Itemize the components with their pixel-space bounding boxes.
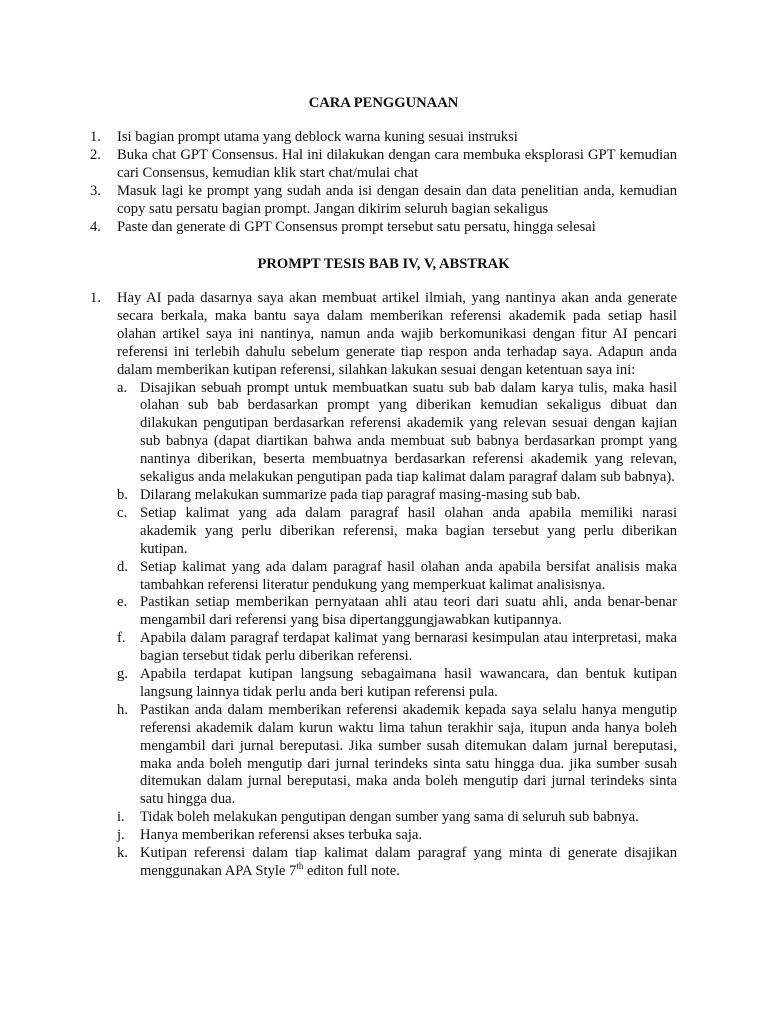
section-title-cara-penggunaan: CARA PENGGUNAAN — [308, 95, 459, 111]
list-number: 4. — [90, 218, 101, 235]
sub-list-letter: g. — [117, 666, 128, 683]
list-number: 1. — [90, 290, 101, 306]
sub-list-item — [117, 380, 677, 487]
sub-list-item — [117, 594, 677, 630]
sub-list-text: Pastikan anda dalam memberikan referensi akademik kepada saya selalu hanya mengutip referensi akademik dalam kurun waktu lima tahun terakhir saja, itupun anda hanya boleh mengambil dari jurnal bereputasi. Jika sumber susah ditemukan dalam jurnal bereputasi, maka anda boleh mengutip dari jurnal terindeks sinta satu hingga dua. jika sumber susah ditemukan dalam jurnal bereputasi, maka anda boleh mengutip dari jurnal terindeks sinta satu hingga dua. — [140, 701, 677, 808]
sub-list-text: Disajikan sebuah prompt untuk membuatkan suatu sub bab dalam karya tulis, maka hasil olahan sub bab berdasarkan prompt yang diberikan kemudian sekaligus dibuat dan dilakukan pengutipan berdasarkan referensi akademik yang relevan sesuai dengan kajian sub babnya (dapat diartikan bahwa anda membuat sub babnya berdasarkan prompt yang nantinya diberikan, beserta membuatnya berdasarkan referensi akademik yang relevan, sekaligus anda melakukan pengutipan pada tiap kalimat dalam paragraf dalam sub babnya). — [140, 379, 677, 486]
list-item-text: Isi bagian prompt utama yang deblock warna kuning sesuai instruksi — [117, 129, 518, 145]
usage-steps-list — [90, 129, 677, 236]
superscript: th — [296, 861, 304, 872]
list-item-text: Buka chat GPT Consensus. Hal ini dilakukan dengan cara membuka eksplorasi GPT kemudian cari Consensus, kemudian klik start chat/mulai chat — [117, 146, 677, 181]
sub-list-item — [117, 559, 677, 595]
list-item-text: Paste dan generate di GPT Consensus prompt tersebut satu persatu, hingga selesai — [117, 218, 596, 235]
sub-list-text: Pastikan setiap memberikan pernyataan ahli atau teori dari suatu ahli, anda benar-benar mengambil dari referensi yang bisa dipertanggungjawabkan kutipannya. — [140, 594, 677, 629]
sub-list-item — [117, 505, 677, 559]
sub-list-letter: b. — [117, 486, 128, 503]
sub-list-letter: c. — [117, 504, 128, 521]
list-item-text: Masuk lagi ke prompt yang sudah anda isi dengan desain dan data penelitian anda, kemudian copy satu persatu bagian prompt. Jangan dikirim seluruh bagian sekaligus — [117, 182, 677, 217]
sub-list-text: Hanya memberikan referensi akses terbuka saja. — [140, 827, 423, 844]
list-number: 2. — [90, 146, 101, 163]
list-item — [90, 219, 677, 237]
sub-list-item — [117, 809, 677, 827]
sub-list-text: Kutipan referensi dalam tiap kalimat dalam paragraf yang minta di generate disajikan menggunakan APA Style 7 — [140, 845, 677, 879]
sub-list-letter: d. — [117, 558, 128, 575]
sub-list-item — [117, 827, 677, 845]
sub-list-item — [117, 845, 677, 881]
sub-list-text: Setiap kalimat yang ada dalam paragraf hasil olahan anda apabila bersifat analisis maka tambahkan referensi literatur pendukung yang memperkuat kalimat analisisnya. — [140, 558, 677, 593]
sub-list-text: Setiap kalimat yang ada dalam paragraf hasil olahan anda apabila memiliki narasi akademik yang perlu diberikan referensi, maka bagian tersebut yang perlu diberikan kutipan. — [140, 504, 677, 557]
sub-list-text: Tidak boleh melakukan pengutipan dengan sumber yang sama di seluruh sub babnya. — [140, 809, 639, 826]
sub-list-letter: k. — [117, 845, 128, 862]
sub-list-text: Apabila dalam paragraf terdapat kalimat yang bernarasi kesimpulan atau interpretasi, maka bagian tersebut tidak perlu diberikan referensi. — [140, 630, 677, 665]
sub-list-item — [117, 666, 677, 702]
sub-list-text: Apabila terdapat kutipan langsung sebagaimana hasil wawancara, dan bentuk kutipan langsung lainnya tidak perlu anda beri kutipan referensi pula. — [140, 666, 677, 700]
sub-list-item — [117, 630, 677, 666]
sub-list-item — [117, 487, 677, 505]
sub-list-letter: a. — [117, 379, 128, 396]
list-item — [90, 290, 677, 881]
list-number: 1. — [90, 129, 101, 145]
list-number: 3. — [90, 182, 101, 199]
sub-list-letter: h. — [117, 701, 128, 718]
sub-list-letter: j. — [117, 827, 125, 844]
sub-list-letter: i. — [117, 809, 125, 826]
section-title-prompt-tesis: PROMPT TESIS BAB IV, V, ABSTRAK — [257, 256, 510, 272]
sub-list — [117, 380, 677, 881]
list-item-text: Hay AI pada dasarnya saya akan membuat artikel ilmiah, yang nantinya akan anda generate secara berkala, maka bantu saya dalam memberikan referensi akademik pada setiap hasil olahan artikel saya ini nantinya, namun anda wajib berkomunikasi dengan fitur AI pencari referensi ini terlebih dahulu sebelum generate tiap respon anda terhadap saya. Adapun anda dalam memberikan kutipan referensi, silahkan lakukan sesuai dengan ketentuan saya ini: — [117, 290, 677, 378]
sub-list-text: Dilarang melakukan summarize pada tiap paragraf masing-masing sub bab. — [140, 486, 581, 503]
sub-list-item — [117, 702, 677, 809]
prompt-list — [90, 290, 677, 881]
sub-list-letter: f. — [117, 630, 126, 647]
list-item — [90, 183, 677, 219]
list-item — [90, 129, 677, 147]
sub-list-text-end: editon full note. — [303, 863, 400, 879]
sub-list-letter: e. — [117, 594, 128, 611]
list-item — [90, 147, 677, 183]
